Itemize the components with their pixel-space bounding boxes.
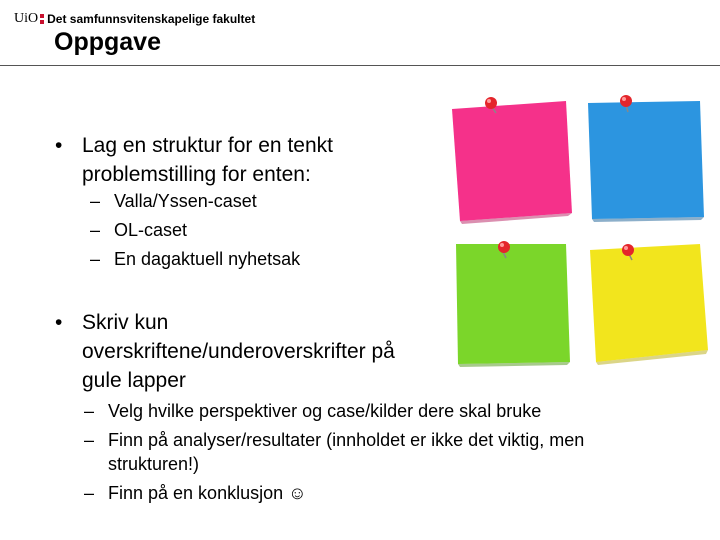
slide-title: Oppgave: [54, 28, 161, 56]
sub-bullet-text: En dagaktuell nyhetsak: [114, 249, 301, 269]
sub-bullet-text: OL-caset: [114, 220, 188, 240]
title-divider: [0, 65, 720, 66]
header: [14, 8, 255, 30]
bullet-2-line-3: gule lapper: [82, 369, 186, 392]
sticky-note-paper: [452, 101, 572, 221]
faculty-name: Det samfunnsvitenskapelige fakultet: [47, 12, 256, 26]
dash-icon: –: [84, 430, 95, 450]
dash-icon: –: [84, 401, 95, 421]
pink-sticky-note: [444, 95, 576, 227]
bullet-icon: •: [55, 134, 63, 157]
sub-bullet: [84, 481, 307, 505]
sub-bullet-text: Velg hvilke perspektiver og case/kilder dere skal bruke: [108, 401, 542, 421]
sub-bullet: [90, 218, 188, 242]
sticky-note-paper: [456, 244, 570, 364]
dash-icon: –: [90, 249, 101, 269]
sub-bullet: [90, 189, 257, 213]
sub-bullet-text: Finn på analyser/resultater (innholdet er ikke det viktig, men: [108, 430, 585, 450]
bullet-icon: •: [55, 311, 63, 334]
sub-bullet: [84, 399, 542, 423]
blue-sticky-note: [582, 95, 714, 227]
bullet-2-line-1: Skriv kun: [82, 311, 169, 334]
sticky-note-paper: [590, 244, 708, 362]
uio-logo: UiO: [14, 11, 39, 26]
dash-icon: –: [84, 483, 95, 503]
bullet-1-line-1: Lag en struktur for en tenkt: [82, 134, 333, 157]
yellow-sticky-note: [586, 236, 718, 368]
bullet-1-line-2: problemstilling for enten:: [82, 163, 311, 186]
sub-bullet-text: Valla/Yssen-caset: [114, 191, 257, 211]
sticky-note-paper: [588, 101, 704, 219]
bullet-2-line-2: overskriftene/underoverskrifter på: [82, 340, 395, 363]
bullet-1: [55, 131, 333, 189]
green-sticky-note: [450, 238, 582, 370]
dash-icon: –: [90, 220, 101, 240]
sub-bullet-text: Finn på en konklusjon ☺: [108, 483, 307, 503]
dash-icon: –: [90, 191, 101, 211]
sub-bullet-text: strukturen!): [108, 454, 200, 474]
logo-dots-icon: [40, 13, 44, 25]
sub-bullet: [84, 428, 585, 476]
bullet-2: [55, 308, 395, 395]
sub-bullet: [90, 247, 301, 271]
